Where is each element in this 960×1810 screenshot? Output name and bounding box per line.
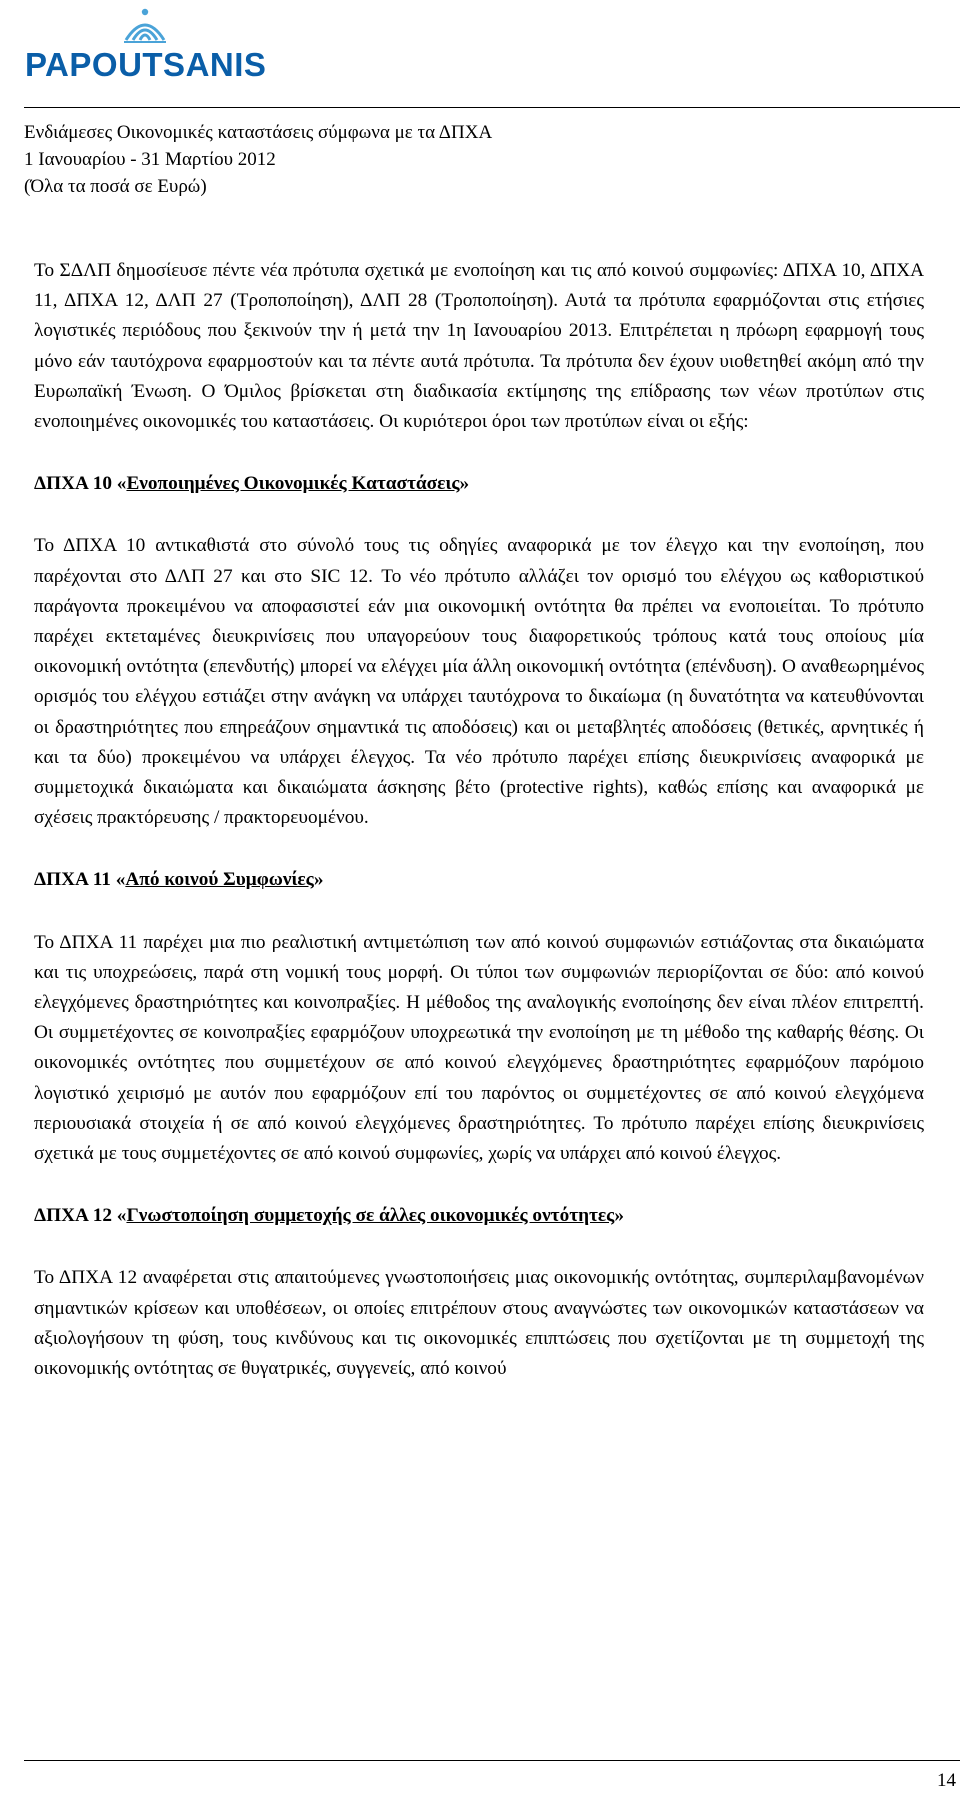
page-number: 14 [937, 1770, 956, 1791]
section-heading-ifrs11: ΔΠΧΑ 11 «Από κοινού Συμφωνίες» [34, 869, 324, 891]
footer-rule [24, 1760, 960, 1761]
company-logo [25, 6, 265, 84]
intro-paragraph: Το ΣΔΛΠ δημοσίευσε πέντε νέα πρότυπα σχετικά με ενοποίηση και τις από κοινού συμφωνίες: ΔΠΧΑ 10, ΔΠΧΑ 11, ΔΠΧΑ 12, ΔΛΠ 27 (Τροποποίηση), ΔΛΠ 28 (Τροποποίηση). Αυτά τα πρότυπα εφαρμόζονται στις ετήσιες λογιστικές περιόδους που ξεκινούν την ή μετά την 1η Ιανουαρίου 2013. Επιτρέπεται η πρόωρη εφαρμογή τους μόνο εάν ταυτόχρονα εφαρμοστούν και τα πέντε αυτά πρότυπα. Τα πρότυπα δεν έχουν υιοθετηθεί ακόμη από την Ευρωπαϊκή Ένωση. Ο Όμιλος βρίσκεται στη διαδικασία εκτίμησης της επίδρασης των νέων προτύπων στις ενοποιημένες οικονομικές του καταστάσεις. Οι κυριότεροι όροι των προτύπων είναι οι εξής: [34, 260, 924, 433]
header-currency-note: (Όλα τα ποσά σε Ευρώ) [24, 176, 207, 197]
section-paragraph-ifrs12: Το ΔΠΧΑ 12 αναφέρεται στις απαιτούμενες γνωστοποιήσεις μιας οικονομικής οντότητας, συμπεριλαμβανομένων σημαντικών κρίσεων και υποθέσεων, οι οποίες επιτρέπουν στους αναγνώστες των οικονομικών καταστάσεων να αξιολογήσουν τη φύση, τους κινδύνους και τις οικονομικές επιπτώσεις που σχετίζονται με τη συμμετοχή της οικονομικής οντότητας σε θυγατρικές, συγγενείς, από κοινού [34, 1267, 924, 1380]
header-rule [24, 107, 960, 108]
swan-logo-icon [120, 6, 170, 46]
document-body [34, 256, 924, 1384]
section-paragraph-ifrs10: Το ΔΠΧΑ 10 αντικαθιστά στο σύνολό τους τις οδηγίες αναφορικά με τον έλεγχο και την ενοποίηση, που παρέχονται στο ΔΛΠ 27 και στο SIC 12. Το νέο πρότυπο αλλάζει τον ορισμό του ελέγχου ως καθοριστικού παράγοντα προκειμένου να αποφασιστεί εάν μια οικονομική οντότητα θα πρέπει να ενοποιείται. Το πρότυπο παρέχει εκτεταμένες διευκρινίσεις που υπαγορεύουν τους διαφορετικούς τρόπους κατά τους οποίους μία οικονομική οντότητα (επενδυτής) μπορεί να ελέγχει μία άλλη οικονομική οντότητα (επένδυση). Ο αναθεωρημένος ορισμός του ελέγχου εστιάζει στην ανάγκη να υπάρχει ταυτόχρονα το δικαίωμα (η δυνατότητα να κατευθύνονται οι δραστηριότητες που επηρεάζουν σημαντικά τις αποδόσεις) και οι μεταβλητές αποδόσεις (θετικές, αρνητικές ή και τα δύο) προκειμένου να υπάρχει έλεγχος. Τα νέο πρότυπο παρέχει επίσης διευκρινίσεις αναφορικά με συμμετοχικά δικαιώματα και δικαιώματα άσκησης βέτο (protective rights), καθώς επίσης και αναφορικά με σχέσεις πρακτόρευσης / πρακτορευομένου. [34, 535, 924, 829]
section-heading-ifrs10: ΔΠΧΑ 10 «Ενοποιημένες Οικονομικές Καταστάσεις» [34, 473, 470, 495]
section-paragraph-ifrs11: Το ΔΠΧΑ 11 παρέχει μια πιο ρεαλιστική αντιμετώπιση των από κοινού συμφωνιών εστιάζοντας στα δικαιώματα και τις υποχρεώσεις, παρά στη νομική τους μορφή. Οι τύποι των συμφωνιών περιορίζονται σε δύο: από κοινού ελεγχόμενες δραστηριότητες και κοινοπραξίες. Η μέθοδος της αναλογικής ενοποίησης δεν είναι πλέον επιτρεπτή. Οι συμμετέχοντες σε κοινοπραξίες εφαρμόζουν υποχρεωτικά την ενοποίηση με τη μέθοδο της καθαρής θέσης. Οι οικονομικές οντότητες που συμμετέχουν σε από κοινού ελεγχόμενες δραστηριότητες εφαρμόζουν παρόμοιο λογιστικό χειρισμό με αυτόν που εφαρμόζουν επί του παρόντος οι συμμετέχοντες σε από κοινού ελεγχόμενα περιουσιακά στοιχεία ή σε από κοινού ελεγχόμενες δραστηριότητες. Το πρότυπο παρέχει επίσης διευκρινίσεις σχετικά με τους συμμετέχοντες σε από κοινού συμφωνίες, χωρίς να υπάρχει από κοινού έλεγχος. [34, 931, 924, 1165]
logo-text: PAPOUTSANIS [25, 46, 267, 83]
page-header [24, 119, 492, 200]
header-period: 1 Ιανουαρίου - 31 Μαρτίου 2012 [24, 149, 276, 170]
section-heading-ifrs12: ΔΠΧΑ 12 «Γνωστοποίηση συμμετοχής σε άλλες οικονομικές οντότητες» [34, 1205, 624, 1227]
header-title: Ενδιάμεσες Οικονομικές καταστάσεις σύμφωνα με τα ΔΠΧΑ [24, 122, 493, 143]
